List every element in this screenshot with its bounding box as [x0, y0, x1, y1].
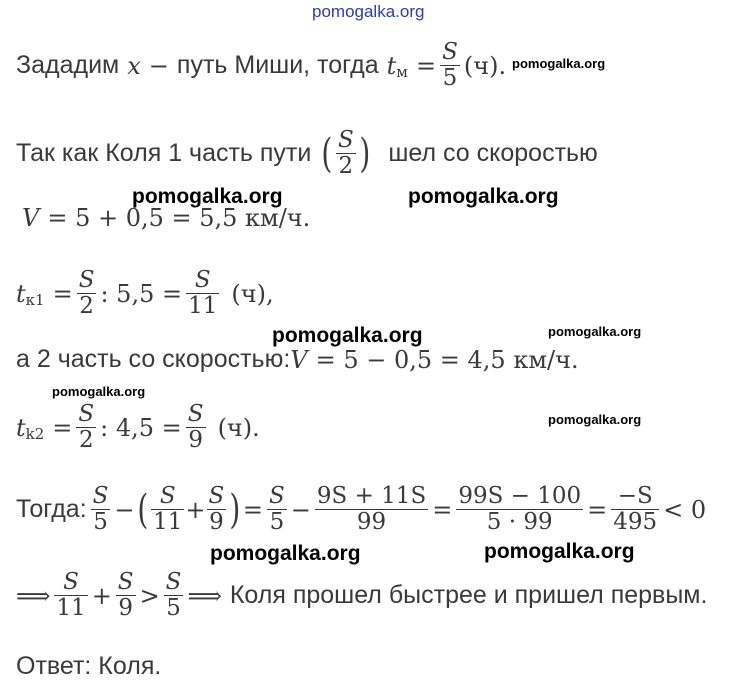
t-subscript: м: [396, 63, 408, 82]
fraction: [76, 402, 96, 453]
close-paren: ): [229, 486, 241, 533]
fraction: [116, 570, 136, 621]
answer-text: Ответ: Коля.: [16, 652, 162, 680]
numerator: S: [78, 401, 95, 427]
denominator: 9: [118, 595, 133, 622]
denominator: 2: [338, 153, 354, 180]
minus: −: [290, 495, 311, 524]
equals: =: [242, 495, 264, 524]
watermark: pomogalka.org: [132, 185, 283, 208]
minus: −: [114, 495, 135, 524]
greater-than: >: [139, 581, 160, 610]
denominator: 11: [56, 595, 86, 622]
denominator: 9: [209, 509, 224, 536]
denominator: 11: [188, 293, 218, 320]
fraction: [456, 484, 583, 535]
watermark-top: pomogalka.org: [312, 2, 425, 21]
numerator: S: [442, 39, 458, 65]
fraction: [186, 402, 206, 453]
numerator: 99S − 100: [458, 483, 582, 509]
numerator: S: [208, 483, 225, 509]
line-5: [16, 347, 579, 372]
watermark: pomogalka.org: [548, 412, 642, 427]
numerator: 9S + 11S: [316, 483, 427, 509]
implies-arrow: ⟹: [16, 581, 51, 610]
line-2: [16, 128, 598, 179]
less-than-zero: < 0: [663, 495, 707, 524]
numerator: S: [117, 569, 134, 595]
fraction: [336, 128, 356, 179]
watermark: pomogalka.org: [408, 185, 559, 208]
line-6: [16, 402, 260, 453]
watermark: pomogalka.org: [512, 56, 606, 71]
equals: =: [415, 51, 437, 80]
denominator: 5: [166, 595, 181, 622]
line-8: [16, 570, 707, 621]
numerator: S: [78, 267, 95, 293]
fraction: [207, 484, 227, 535]
equals: =: [432, 495, 453, 524]
line7-text: Тогда:: [16, 495, 87, 524]
unit: (ч),: [231, 279, 274, 308]
line2-text: Так как Коля 1 часть пути: [16, 139, 312, 168]
fraction: [186, 268, 219, 319]
fraction: [54, 570, 87, 621]
numerator: S: [159, 483, 176, 509]
open-paren: (: [136, 486, 148, 533]
fraction: [77, 268, 97, 319]
fraction: [91, 484, 111, 535]
denominator: 5: [442, 65, 458, 92]
numerator: −S: [617, 483, 653, 509]
t-subscript: к1: [25, 291, 45, 310]
denominator: 5 · 99: [486, 509, 553, 536]
conclusion-text: Коля прошел быстрее и пришел первым.: [229, 581, 708, 610]
numerator: S: [269, 483, 285, 509]
fraction: [267, 484, 287, 535]
denominator: 99: [356, 509, 387, 536]
numerator: S: [92, 483, 109, 509]
numerator: S: [337, 127, 354, 153]
unit: (ч).: [217, 413, 260, 442]
line-7: [16, 484, 706, 535]
watermark: pomogalka.org: [210, 542, 361, 565]
plus: +: [185, 495, 206, 524]
line1-text2: путь Миши, тогда: [176, 51, 379, 80]
denominator: 9: [188, 427, 203, 454]
denominator: 495: [613, 509, 658, 536]
fraction: [151, 484, 184, 535]
t-var: t: [386, 51, 397, 80]
watermark: pomogalka.org: [272, 324, 423, 347]
fraction: [611, 484, 659, 535]
t-var: t: [16, 279, 26, 308]
implies-arrow: ⟹: [187, 581, 222, 610]
answer-line: [16, 654, 161, 679]
watermark: pomogalka.org: [52, 384, 146, 399]
division-expression: : 5,5 =: [100, 279, 183, 308]
t-subscript: k2: [25, 425, 45, 444]
denominator: 2: [78, 427, 94, 454]
close-paren: ): [359, 130, 371, 177]
line-1: [16, 40, 506, 91]
speed-expression: = 5 + 0,5 = 5,5 км/ч.: [47, 204, 311, 232]
fraction: [164, 570, 184, 621]
open-paren: (: [321, 130, 333, 177]
denominator: 2: [79, 293, 94, 320]
var-x: x: [127, 51, 141, 80]
plus: +: [91, 581, 112, 610]
speed-expression: = 5 − 0,5 = 4,5 км/ч.: [315, 345, 579, 374]
line5-text: а 2 часть со скоростью:: [16, 345, 291, 373]
watermark: pomogalka.org: [484, 540, 635, 563]
dash: −: [148, 51, 169, 80]
watermark: pomogalka.org: [548, 324, 642, 339]
denominator: 11: [153, 509, 183, 536]
line1-text: Зададим: [16, 51, 120, 80]
line-3: [22, 206, 310, 230]
denominator: 5: [269, 509, 285, 536]
denominator: 5: [93, 509, 108, 536]
division-expression: : 4,5 =: [100, 413, 182, 442]
numerator: S: [63, 569, 79, 595]
unit: (ч).: [463, 51, 507, 80]
fraction: [440, 40, 460, 91]
equals: =: [52, 413, 73, 442]
fraction: [315, 484, 428, 535]
line-4: [16, 268, 274, 319]
v-var: V: [22, 204, 40, 232]
numerator: S: [194, 267, 211, 293]
numerator: S: [165, 569, 182, 595]
equals: =: [587, 495, 608, 524]
numerator: S: [187, 401, 204, 427]
t-var: t: [16, 413, 26, 442]
line2-text2: шел со скоростью: [388, 139, 598, 168]
equals: =: [52, 279, 73, 308]
v-var: V: [290, 345, 308, 374]
